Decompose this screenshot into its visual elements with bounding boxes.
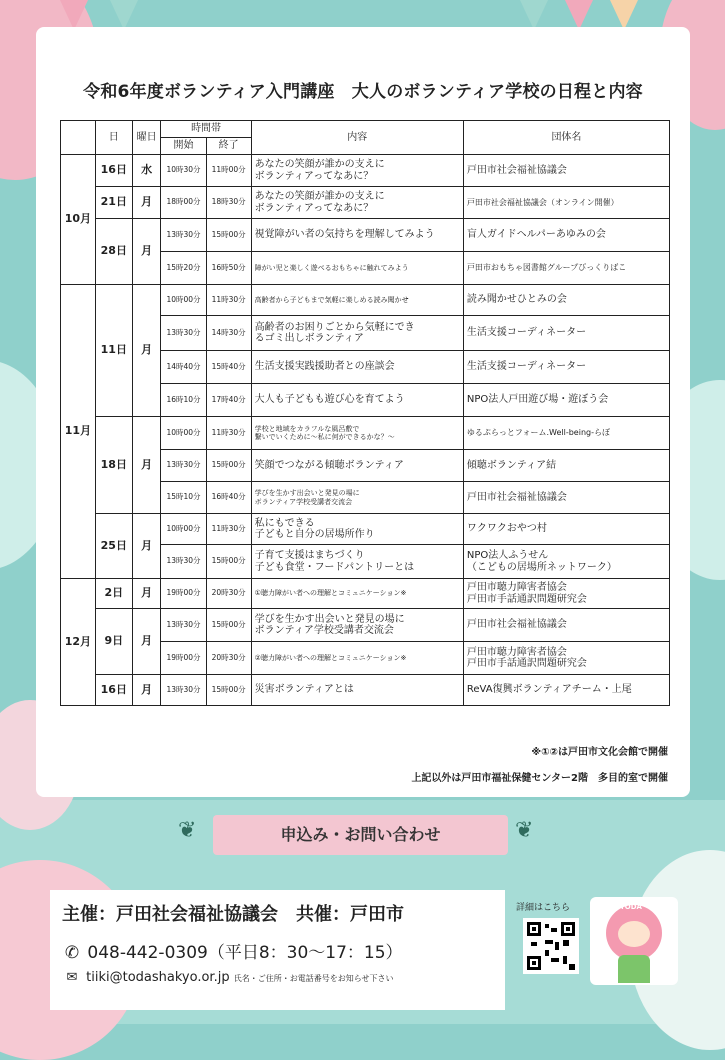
contact-box [50, 890, 505, 1010]
end-time: 16時50分 [206, 252, 251, 285]
content-cell: 笑顔でつながる傾聴ボランティア [251, 450, 463, 482]
header-month [61, 121, 96, 155]
day-cell: 11日 [95, 285, 132, 417]
start-time: 13時30分 [161, 450, 206, 482]
month-cell: 12月 [61, 579, 96, 706]
org-cell: 戸田市社会福祉協議会（オンライン開催） [463, 187, 669, 219]
weekday-cell: 月 [132, 609, 161, 675]
content-cell: 学びを生かす出会いと発見の場に ボランティア学校受講者交流会 [251, 609, 463, 642]
start-time: 13時30分 [161, 675, 206, 706]
day-cell: 2日 [95, 579, 132, 609]
start-time: 16時10分 [161, 384, 206, 417]
start-time: 13時30分 [161, 219, 206, 252]
content-cell: 学校と地域をカラフルな風呂敷で 繋いでいくために～私に何ができるかな？～ [251, 417, 463, 450]
header-weekday: 曜日 [132, 121, 161, 155]
schedule-panel [36, 27, 690, 797]
weekday-cell: 月 [132, 514, 161, 579]
start-time: 19時00分 [161, 579, 206, 609]
content-cell: 子育て支援はまちづくり 子ども食堂・フードパントリーとは [251, 545, 463, 579]
header-day: 日 [95, 121, 132, 155]
day-cell: 25日 [95, 514, 132, 579]
schedule-table [60, 120, 670, 706]
email-note: 氏名・ご住所・お電話番号をお知らせ下さい [233, 974, 394, 983]
start-time: 13時30分 [161, 545, 206, 579]
content-cell: ②聴力障がい者への理解とコミュニケーション※ [251, 642, 463, 675]
start-time: 13時30分 [161, 609, 206, 642]
month-cell: 11月 [61, 285, 96, 579]
start-time: 13時30分 [161, 316, 206, 351]
table-row [61, 155, 670, 187]
month-cell: 10月 [61, 155, 96, 285]
start-time: 18時00分 [161, 187, 206, 219]
phone-number: 048-442-0309（平日8：30～17：15） [87, 943, 403, 963]
content-cell: 生活支援実践援助者との座談会 [251, 351, 463, 384]
org-cell: 傾聴ボランティア結 [463, 450, 669, 482]
mascot-character [590, 897, 678, 985]
org-cell: 戸田市聴力障害者協会 戸田市手話通訳問題研究会 [463, 642, 669, 675]
org-cell: ゆるぷらっとフォーム.Well-being-らぼ [463, 417, 669, 450]
end-time: 16時40分 [206, 482, 251, 514]
end-time: 15時00分 [206, 609, 251, 642]
mascot-face [618, 921, 650, 947]
org-cell: 戸田市おもちゃ図書館グループびっくりばこ [463, 252, 669, 285]
email-line[interactable] [62, 970, 393, 985]
bunting-flag [520, 0, 548, 30]
page-title: 令和6年度ボランティア入門講座 大人のボランティア学校の日程と内容 [83, 82, 643, 102]
day-cell: 16日 [95, 675, 132, 706]
day-cell: 28日 [95, 219, 132, 285]
mail-icon: ✉ [66, 970, 78, 985]
content-cell: 障がい児と楽しく遊べるおもちゃに触れてみよう [251, 252, 463, 285]
table-row [61, 514, 670, 545]
end-time: 11時30分 [206, 285, 251, 316]
content-cell: あなたの笑顔が誰かの支えに ボランティアってなあに？ [251, 155, 463, 187]
venue-note-2: 上記以外は戸田市福祉保健センター2階 多目的室で開催 [411, 773, 668, 784]
content-cell: 学びを生かす出会いと発見の場に ボランティア学校受講者交流会 [251, 482, 463, 514]
weekday-cell: 水 [132, 155, 161, 187]
org-cell: 盲人ガイドヘルパーあゆみの会 [463, 219, 669, 252]
start-time: 10時00分 [161, 514, 206, 545]
mascot-body [618, 955, 650, 983]
org-cell: NPO法人戸田遊び場・遊ぼう会 [463, 384, 669, 417]
day-cell: 21日 [95, 187, 132, 219]
org-cell: 戸田市社会福祉協議会 [463, 482, 669, 514]
email-address: tiiki@todashakyo.or.jp [86, 970, 230, 985]
bunting-flag [60, 0, 88, 30]
content-cell: ①聴力障がい者への理解とコミュニケーション※ [251, 579, 463, 609]
bunting-flag [565, 0, 593, 30]
table-row [61, 675, 670, 706]
qr-code[interactable] [523, 918, 579, 974]
start-time: 10時30分 [161, 155, 206, 187]
venue-note-1: ※①②は戸田市文化会館で開催 [531, 747, 668, 758]
table-header-row [61, 121, 670, 138]
start-time: 10時00分 [161, 285, 206, 316]
weekday-cell: 月 [132, 417, 161, 514]
end-time: 17時40分 [206, 384, 251, 417]
day-cell: 18日 [95, 417, 132, 514]
qr-label: 詳細はこちら [516, 903, 571, 913]
content-cell: 視覚障がい者の気持ちを理解してみよう [251, 219, 463, 252]
day-cell: 16日 [95, 155, 132, 187]
organizer-text: 主催：戸田社会福祉協議会 共催：戸田市 [62, 904, 404, 925]
phone-icon: ✆ [64, 943, 80, 963]
header-end: 終了 [206, 138, 251, 155]
end-time: 11時30分 [206, 514, 251, 545]
start-time: 15時20分 [161, 252, 206, 285]
header-content: 内容 [251, 121, 463, 155]
table-row [61, 187, 670, 219]
header-org: 団体名 [463, 121, 669, 155]
table-row [61, 579, 670, 609]
end-time: 15時00分 [206, 450, 251, 482]
content-cell: 高齢者のお困りごとから気軽にでき るゴミ出しボランティア [251, 316, 463, 351]
end-time: 11時30分 [206, 417, 251, 450]
weekday-cell: 月 [132, 675, 161, 706]
org-cell: 戸田市社会福祉協議会 [463, 609, 669, 642]
org-cell: ReVA復興ボランティアチーム・上尾 [463, 675, 669, 706]
end-time: 20時30分 [206, 579, 251, 609]
contact-ribbon: 申込み・お問い合わせ [213, 815, 508, 855]
start-time: 19時00分 [161, 642, 206, 675]
bunting-flag [610, 0, 638, 30]
table-row [61, 219, 670, 252]
table-row [61, 609, 670, 642]
content-cell: 災害ボランティアとは [251, 675, 463, 706]
weekday-cell: 月 [132, 187, 161, 219]
content-cell: 高齢者から子どもまで気軽に楽しめる読み聞かせ [251, 285, 463, 316]
leaf-decoration-icon: ❦ [178, 818, 197, 843]
end-time: 15時00分 [206, 545, 251, 579]
leaf-decoration-icon: ❦ [515, 818, 534, 843]
weekday-cell: 月 [132, 285, 161, 417]
content-cell: 私にもできる 子どもと自分の居場所作り [251, 514, 463, 545]
header-start: 開始 [161, 138, 206, 155]
org-cell: 生活支援コーディネーター [463, 316, 669, 351]
end-time: 20時30分 [206, 642, 251, 675]
table-row [61, 417, 670, 450]
start-time: 10時00分 [161, 417, 206, 450]
content-cell: 大人も子どもも遊び心を育てよう [251, 384, 463, 417]
weekday-cell: 月 [132, 219, 161, 285]
org-cell: 生活支援コーディネーター [463, 351, 669, 384]
end-time: 18時30分 [206, 187, 251, 219]
qr-code-icon [525, 920, 577, 972]
end-time: 14時30分 [206, 316, 251, 351]
header-time: 時間帯 [161, 121, 251, 138]
day-cell: 9日 [95, 609, 132, 675]
content-cell: あなたの笑顔が誰かの支えに ボランティアってなあに？ [251, 187, 463, 219]
start-time: 15時10分 [161, 482, 206, 514]
phone-line[interactable] [62, 938, 403, 963]
org-cell: 戸田市社会福祉協議会 [463, 155, 669, 187]
org-cell: 読み聞かせひとみの会 [463, 285, 669, 316]
org-cell: NPO法人ふうせん （こどもの居場所ネットワーク） [463, 545, 669, 579]
end-time: 15時00分 [206, 219, 251, 252]
end-time: 11時00分 [206, 155, 251, 187]
table-row [61, 285, 670, 316]
bunting-flag [110, 0, 138, 30]
org-cell: 戸田市聴力障害者協会 戸田市手話通訳問題研究会 [463, 579, 669, 609]
end-time: 15時00分 [206, 675, 251, 706]
weekday-cell: 月 [132, 579, 161, 609]
mascot-tag: TODA [620, 903, 642, 911]
start-time: 14時40分 [161, 351, 206, 384]
end-time: 15時40分 [206, 351, 251, 384]
org-cell: ワクワクおやつ村 [463, 514, 669, 545]
